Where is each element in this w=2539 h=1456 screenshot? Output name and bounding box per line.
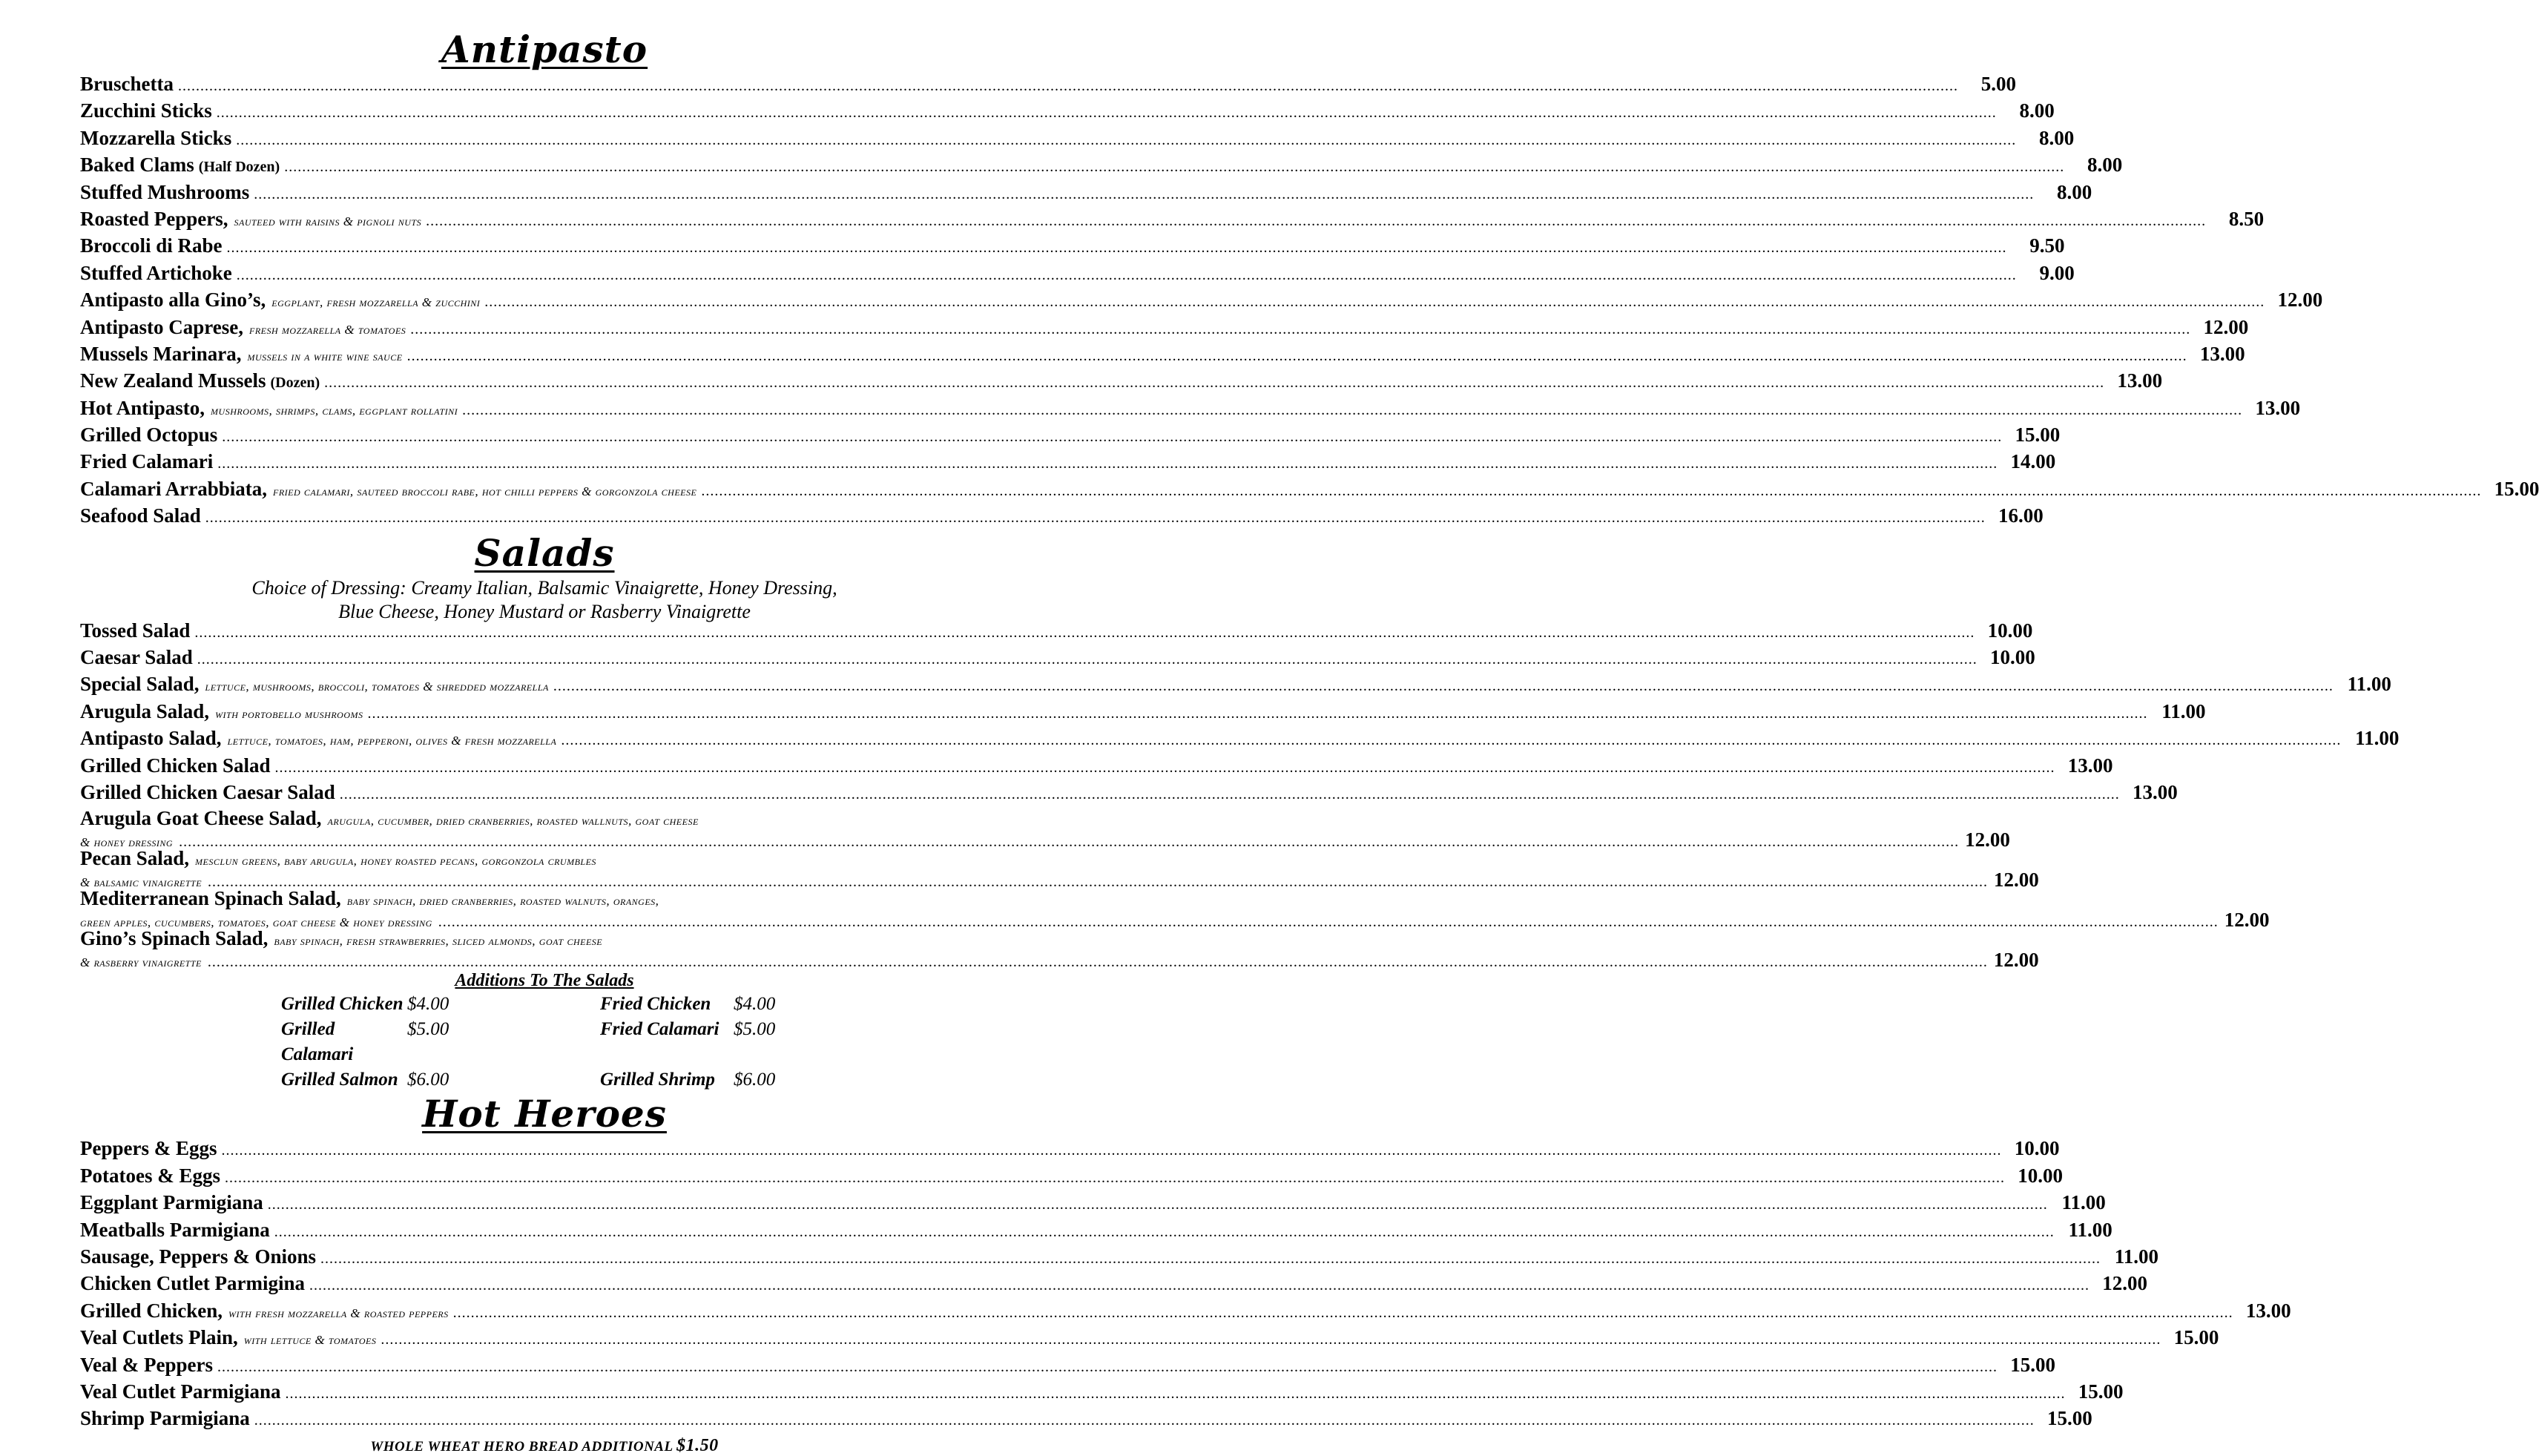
antipasto-list <box>80 73 2539 532</box>
dot-leader: ................................................................................................................................................................................................................................................................................................................................................................................................................ <box>367 705 2148 722</box>
item-price: 5.00 <box>1980 73 2016 95</box>
item-name: Zucchini Sticks <box>80 99 212 122</box>
menu-item <box>80 927 2039 972</box>
addition-name: Fried Chicken <box>600 994 711 1015</box>
addition-name: Fried Calamari <box>600 1019 719 1040</box>
item-name: Mozzarella Sticks <box>80 126 232 149</box>
item-price: 13.00 <box>2133 780 2178 803</box>
item-name: Grilled Chicken, <box>80 1299 223 1322</box>
item-price: 11.00 <box>2114 1245 2159 1268</box>
item-name: Calamari Arrabbiata, <box>80 477 267 500</box>
item-first-line <box>80 808 1009 829</box>
item-name: Roasted Peppers, <box>80 207 228 230</box>
item-price: 14.00 <box>2010 450 2056 473</box>
item-price: 8.00 <box>2038 126 2075 149</box>
item-name: Fried Calamari <box>80 450 214 473</box>
dot-leader: ................................................................................................................................................................................................................................................................................................................................................................................................................ <box>224 1169 2005 1186</box>
item-description: baby spinach, dried cranberries, roasted walnuts, oranges, <box>346 894 659 909</box>
dot-leader: ................................................................................................................................................................................................................................................................................................................................................................................................................ <box>217 1358 1998 1375</box>
item-name: Veal Cutlets Plain, <box>80 1326 238 1349</box>
item-second-line <box>80 909 2270 932</box>
item-name: Eggplant Parmigiana <box>80 1191 263 1214</box>
item-price: 13.00 <box>2245 1299 2291 1322</box>
dot-leader: ................................................................................................................................................................................................................................................................................................................................................................................................................ <box>452 1304 2233 1321</box>
item-description: mussels in a white wine sauce <box>247 349 403 363</box>
menu-item <box>80 1326 2219 1353</box>
menu-item <box>80 154 2123 180</box>
item-price: 11.00 <box>2347 673 2391 696</box>
item-name: Arugula Salad, <box>80 699 210 722</box>
dot-leader: ................................................................................................................................................................................................................................................................................................................................................................................................................ <box>309 1277 2090 1294</box>
menu-item <box>80 289 2323 315</box>
item-price: 9.00 <box>2039 261 2075 284</box>
menu-item <box>80 315 2249 343</box>
addition-price: $6.00 <box>734 1070 776 1090</box>
dot-leader: ................................................................................................................................................................................................................................................................................................................................................................................................................ <box>410 320 2191 337</box>
item-name: Peppers & Eggs <box>80 1137 217 1160</box>
item-price: 11.00 <box>2068 1218 2112 1241</box>
menu-item <box>80 1380 2124 1407</box>
menu-item <box>80 369 2163 396</box>
menu-item <box>80 234 2065 261</box>
menu-item <box>80 126 2075 154</box>
menu-item <box>80 99 2055 126</box>
menu-item <box>80 342 2245 369</box>
menu-item <box>80 450 2056 477</box>
item-description: fresh mozzarella & tomatoes <box>249 322 406 337</box>
dot-leader: ................................................................................................................................................................................................................................................................................................................................................................................................................ <box>426 212 2207 229</box>
salads-long-list <box>80 807 2270 972</box>
item-price: 15.00 <box>2047 1407 2092 1430</box>
dot-leader: ................................................................................................................................................................................................................................................................................................................................................................................................................ <box>179 834 1960 851</box>
item-name: Seafood Salad <box>80 504 201 527</box>
menu-item <box>80 727 2400 754</box>
dot-leader: ................................................................................................................................................................................................................................................................................................................................................................................................................ <box>284 159 2065 176</box>
dot-leader: ................................................................................................................................................................................................................................................................................................................................................................................................................ <box>553 678 2334 695</box>
item-price: 15.00 <box>2173 1326 2219 1349</box>
menu-item <box>80 477 2539 504</box>
item-price: 8.00 <box>2019 99 2055 122</box>
dot-leader: ................................................................................................................................................................................................................................................................................................................................................................................................................ <box>274 1223 2055 1240</box>
menu-item <box>80 504 2044 531</box>
item-name: Veal & Peppers <box>80 1353 213 1376</box>
item-name: Pecan Salad, <box>80 847 190 870</box>
item-name: Broccoli di Rabe <box>80 234 223 257</box>
dot-leader: ................................................................................................................................................................................................................................................................................................................................................................................................................ <box>236 266 2017 283</box>
menu-item <box>80 73 2016 99</box>
menu-item <box>80 180 2092 208</box>
additions-title: Additions To The Salads <box>455 971 634 991</box>
dot-leader: ................................................................................................................................................................................................................................................................................................................................................................................................................ <box>236 131 2017 148</box>
menu-page <box>80 27 2539 1456</box>
item-description: mushrooms, shrimps, clams, eggplant rollatini <box>211 403 458 418</box>
menu-item <box>80 1137 2060 1164</box>
dot-leader: ................................................................................................................................................................................................................................................................................................................................................................................................................ <box>267 1196 2048 1213</box>
item-name: Antipasto alla Gino’s, <box>80 289 266 312</box>
item-name: Grilled Octopus <box>80 424 218 447</box>
addition-price: $4.00 <box>407 994 449 1015</box>
item-price: 12.00 <box>1994 869 2039 892</box>
menu-item <box>80 1272 2147 1299</box>
item-name: Potatoes & Eggs <box>80 1164 220 1187</box>
dot-leader: ................................................................................................................................................................................................................................................................................................................................................................................................................ <box>216 105 1997 122</box>
dressing-choice-line-1: Choice of Dressing: Creamy Italian, Balsamic Vinaigrette, Honey Dressing, <box>251 576 837 599</box>
item-description: mesclun greens, baby arugula, honey roasted pecans, gorgonzola crumbles <box>195 854 596 869</box>
menu-item <box>80 673 2391 699</box>
item-name: Caesar Salad <box>80 646 193 669</box>
addition-price: $5.00 <box>407 1019 449 1040</box>
item-price: 11.00 <box>2355 727 2400 750</box>
item-price: 10.00 <box>2014 1137 2060 1160</box>
item-name: Meatballs Parmigiana <box>80 1218 270 1241</box>
menu-item <box>80 424 2061 450</box>
item-price: 11.00 <box>2061 1191 2106 1214</box>
item-price: 12.00 <box>1965 829 2010 851</box>
addition-price: $5.00 <box>734 1019 776 1040</box>
item-description-cont: & balsamic vinaigrette <box>80 875 202 890</box>
item-price: 8.50 <box>2228 207 2265 230</box>
hero-bread-note-price: $1.50 <box>676 1435 719 1455</box>
menu-item <box>80 1299 2291 1326</box>
dressing-choice-line-2: Blue Cheese, Honey Mustard or Rasberry Vinaigrette <box>338 600 751 622</box>
item-name: Veal Cutlet Parmigiana <box>80 1380 281 1403</box>
item-name: Bruschetta <box>80 73 174 95</box>
item-description: sauteed with raisins & pignoli nuts <box>234 214 422 228</box>
item-name: Gino’s Spinach Salad, <box>80 927 269 950</box>
item-name: Shrimp Parmigiana <box>80 1407 250 1430</box>
item-description: with fresh mozzarella & roasted peppers <box>228 1305 449 1320</box>
salads-list <box>80 619 2400 808</box>
menu-item <box>80 699 2206 727</box>
item-price: 13.00 <box>2067 754 2113 777</box>
item-description: eggplant, fresh mozzarella & zucchini <box>271 295 481 310</box>
item-first-line <box>80 848 1009 869</box>
item-second-line <box>80 949 2039 972</box>
menu-item <box>80 261 2075 289</box>
item-name: Mussels Marinara, <box>80 342 242 365</box>
antipasto-heading: Antipasto <box>441 27 648 71</box>
dot-leader: ................................................................................................................................................................................................................................................................................................................................................................................................................ <box>254 1412 2035 1429</box>
addition-price: $6.00 <box>407 1070 449 1090</box>
salads-heading: Salads <box>474 530 615 575</box>
item-name: Stuffed Artichoke <box>80 261 232 284</box>
item-portion: (Half Dozen) <box>198 159 280 176</box>
item-description: lettuce, tomatoes, ham, pepperoni, olives & fresh mozzarella <box>227 734 557 748</box>
dot-leader: ................................................................................................................................................................................................................................................................................................................................................................................................................ <box>320 1250 2101 1267</box>
menu-item <box>80 780 2178 808</box>
item-name: Sausage, Peppers & Onions <box>80 1245 317 1268</box>
dot-leader: ................................................................................................................................................................................................................................................................................................................................................................................................................ <box>561 732 2342 749</box>
item-name: Arugula Goat Cheese Salad, <box>80 807 322 830</box>
hero-bread-note-text: WHOLE WHEAT HERO BREAD ADDITIONAL <box>370 1438 673 1455</box>
item-name: Hot Antipasto, <box>80 396 205 419</box>
item-name: Mediterranean Spinach Salad, <box>80 887 341 910</box>
dot-leader: ................................................................................................................................................................................................................................................................................................................................................................................................................ <box>207 954 1988 971</box>
item-name: Stuffed Mushrooms <box>80 180 250 203</box>
hero-bread-note <box>80 1436 1009 1456</box>
addition-spacer <box>489 1017 600 1067</box>
item-name: Antipasto Salad, <box>80 727 222 750</box>
item-price: 15.00 <box>2015 424 2061 447</box>
item-first-line <box>80 928 1009 949</box>
item-price: 10.00 <box>2018 1164 2063 1187</box>
addition-name: Grilled Chicken <box>281 994 404 1015</box>
dot-leader: ................................................................................................................................................................................................................................................................................................................................................................................................................ <box>339 785 2120 803</box>
dot-leader: ................................................................................................................................................................................................................................................................................................................................................................................................................ <box>221 1142 2002 1159</box>
menu-item <box>80 807 2010 851</box>
item-name: New Zealand Mussels <box>80 369 266 392</box>
menu-item <box>80 887 2270 932</box>
menu-item <box>80 1353 2055 1380</box>
menu-item <box>80 754 2113 781</box>
heroes-list <box>80 1137 2291 1434</box>
menu-item <box>80 1407 2092 1434</box>
item-portion: (Dozen) <box>270 375 320 392</box>
dot-leader: ................................................................................................................................................................................................................................................................................................................................................................................................................ <box>274 759 2055 776</box>
dot-leader: ................................................................................................................................................................................................................................................................................................................................................................................................................ <box>438 914 2219 931</box>
menu-item <box>80 1245 2159 1272</box>
hot-heroes-heading: Hot Heroes <box>422 1092 667 1136</box>
item-price: 10.00 <box>1987 619 2033 642</box>
item-price: 15.00 <box>2010 1353 2055 1376</box>
dot-leader: ................................................................................................................................................................................................................................................................................................................................................................................................................ <box>406 347 2187 364</box>
item-price: 15.00 <box>2078 1380 2124 1403</box>
item-first-line <box>80 888 1009 909</box>
menu-item <box>80 646 2035 673</box>
item-name: Grilled Chicken Salad <box>80 754 271 777</box>
item-description-cont: & rasberry vinaigrette <box>80 955 202 970</box>
menu-item <box>80 207 2265 234</box>
item-price: 12.00 <box>2224 909 2270 932</box>
dot-leader: ................................................................................................................................................................................................................................................................................................................................................................................................................ <box>197 651 1977 668</box>
item-price: 16.00 <box>1998 504 2044 527</box>
item-second-line <box>80 869 2039 892</box>
dot-leader: ................................................................................................................................................................................................................................................................................................................................................................................................................ <box>226 240 2007 257</box>
item-name: Special Salad, <box>80 673 200 696</box>
item-price: 12.00 <box>2203 315 2249 338</box>
item-description-cont: & honey dressing <box>80 835 174 850</box>
dot-leader: ................................................................................................................................................................................................................................................................................................................................................................................................................ <box>177 78 1958 94</box>
item-name: Antipasto Caprese, <box>80 315 244 338</box>
item-price: 12.00 <box>2277 289 2323 312</box>
item-price: 13.00 <box>2199 342 2245 365</box>
menu-item <box>80 1164 2063 1191</box>
addition-name: Grilled Calamari <box>281 1019 354 1065</box>
item-price: 8.00 <box>2087 154 2123 177</box>
item-description: baby spinach, fresh strawberries, sliced almonds, goat cheese <box>274 934 603 949</box>
item-price: 10.00 <box>1990 646 2035 669</box>
menu-item <box>80 1218 2112 1245</box>
item-name: Tossed Salad <box>80 619 191 642</box>
menu-item <box>80 1191 2106 1218</box>
addition-name: Grilled Salmon <box>281 1070 398 1090</box>
item-price: 11.00 <box>2161 699 2206 722</box>
addition-spacer <box>489 992 600 1017</box>
dot-leader: ................................................................................................................................................................................................................................................................................................................................................................................................................ <box>208 874 1989 891</box>
addition-spacer <box>489 1067 600 1093</box>
item-description: fried calamari, sauteed broccoli rabe, hot chilli peppers & gorgonzola cheese <box>272 484 697 498</box>
item-name: Grilled Chicken Caesar Salad <box>80 780 335 803</box>
dot-leader: ................................................................................................................................................................................................................................................................................................................................................................................................................ <box>285 1385 2066 1402</box>
dot-leader: ................................................................................................................................................................................................................................................................................................................................................................................................................ <box>205 510 1986 527</box>
menu-item <box>80 396 2301 424</box>
dot-leader: ................................................................................................................................................................................................................................................................................................................................................................................................................ <box>381 1331 2161 1348</box>
item-price: 8.00 <box>2057 180 2092 203</box>
dot-leader: ................................................................................................................................................................................................................................................................................................................................................................................................................ <box>222 429 2003 446</box>
item-description: with portobello mushrooms <box>215 706 363 721</box>
addition-price: $4.00 <box>734 994 776 1015</box>
dot-leader: ................................................................................................................................................................................................................................................................................................................................................................................................................ <box>462 401 2243 418</box>
addition-name: Grilled Shrimp <box>600 1070 715 1090</box>
dot-leader: ................................................................................................................................................................................................................................................................................................................................................................................................................ <box>254 185 2035 202</box>
item-price: 13.00 <box>2255 396 2301 419</box>
dot-leader: ................................................................................................................................................................................................................................................................................................................................................................................................................ <box>324 375 2105 392</box>
item-name: Chicken Cutlet Parmigina <box>80 1272 305 1295</box>
dressing-choice <box>80 576 1009 624</box>
dot-leader: ................................................................................................................................................................................................................................................................................................................................................................................................................ <box>194 624 1975 641</box>
item-name: Baked Clams <box>80 154 194 177</box>
item-price: 12.00 <box>2102 1272 2147 1295</box>
dot-leader: ................................................................................................................................................................................................................................................................................................................................................................................................................ <box>701 482 2482 499</box>
dot-leader: ................................................................................................................................................................................................................................................................................................................................................................................................................ <box>217 455 1998 472</box>
item-price: 15.00 <box>2494 477 2539 500</box>
item-description: with lettuce & tomatoes <box>243 1333 377 1348</box>
item-price: 9.50 <box>2029 234 2065 257</box>
additions-grid <box>80 992 1009 1093</box>
item-description: lettuce, mushrooms, broccoli, tomatoes & shredded mozzarella <box>205 679 549 694</box>
item-description-cont: green apples, cucumbers, tomatoes, goat cheese & honey dressing <box>80 915 432 930</box>
item-second-line <box>80 829 2010 851</box>
item-price: 12.00 <box>1993 949 2039 972</box>
item-description: arugula, cucumber, dried cranberries, roasted wallnuts, goat cheese <box>327 814 699 829</box>
dot-leader: ................................................................................................................................................................................................................................................................................................................................................................................................................ <box>484 294 2265 311</box>
menu-item <box>80 847 2039 892</box>
item-price: 13.00 <box>2117 369 2163 392</box>
